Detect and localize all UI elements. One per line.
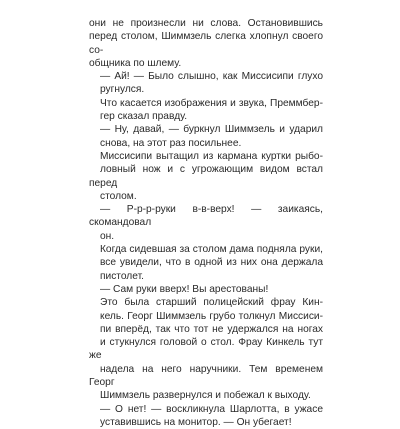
text-line: общника по шлему. [89, 57, 182, 69]
text-line: — Сам руки вверх! Вы арестованы! [100, 283, 269, 295]
paragraph-2 [89, 70, 323, 97]
text-line: Миссисипи вытащил из кармана куртки рыбо- [100, 150, 323, 162]
text-line: уставившись на монитор. — Он убегает! [100, 416, 292, 428]
text-line: ругнулся. [100, 84, 145, 96]
paragraph-8 [89, 283, 323, 296]
paragraph-7 [89, 243, 323, 283]
text-line: — Ну, давай, — буркнул Шиммзель и ударил [100, 124, 323, 136]
text-line: пи вперёд, так что тот не удержался на ногах [100, 323, 323, 335]
paragraph-9 [89, 296, 323, 402]
text-line: он. [100, 230, 115, 242]
text-line: — О нет! — воскликнула Шарлотта, в ужасе [100, 403, 323, 415]
text-line: пистолет. [100, 270, 144, 282]
paragraph-3 [89, 97, 323, 124]
paragraph-6 [89, 203, 323, 243]
body-text [89, 17, 323, 429]
text-line: Что касается изображения и звука, Преммбер- [100, 97, 323, 109]
text-line: Шиммзель развернулся и побежал к выходу. [100, 390, 311, 402]
paragraph-10 [89, 403, 323, 429]
text-line: и стукнулся головой о стол. Фрау Кинкель тут же [89, 337, 323, 362]
text-line: кель. Георг Шиммзель грубо толкнул Миссиси- [100, 310, 323, 322]
paragraph-4 [89, 123, 323, 150]
text-line: перед столом, Шиммзель слегка хлопнул своего со- [89, 31, 323, 56]
paragraph-5 [89, 150, 323, 203]
text-line: надела на него наручники. Тем временем Георг [89, 363, 323, 389]
text-line: гер сказал правду. [100, 111, 188, 123]
paragraph-1 [89, 17, 323, 70]
text-line: Когда сидевшая за столом дама подняла руки, [100, 244, 323, 256]
text-line: Это была старший полицейский фрау Кин- [100, 297, 323, 309]
text-line: ловный нож и с угрожающим видом встал перед [89, 164, 323, 189]
text-line: столом. [100, 190, 137, 202]
text-line: они не произнесли ни слова. Остановившись [89, 18, 323, 29]
text-line: — Ай! — Было слышно, как Миссисипи глухо [100, 71, 323, 83]
text-line: — Р-р-р-руки в-в-верх! — заикаясь, скомандовал [89, 204, 323, 229]
text-line: все увидели, что в одной из них она держала [100, 257, 323, 269]
text-line: снова, на этот раз посильнее. [100, 137, 242, 149]
